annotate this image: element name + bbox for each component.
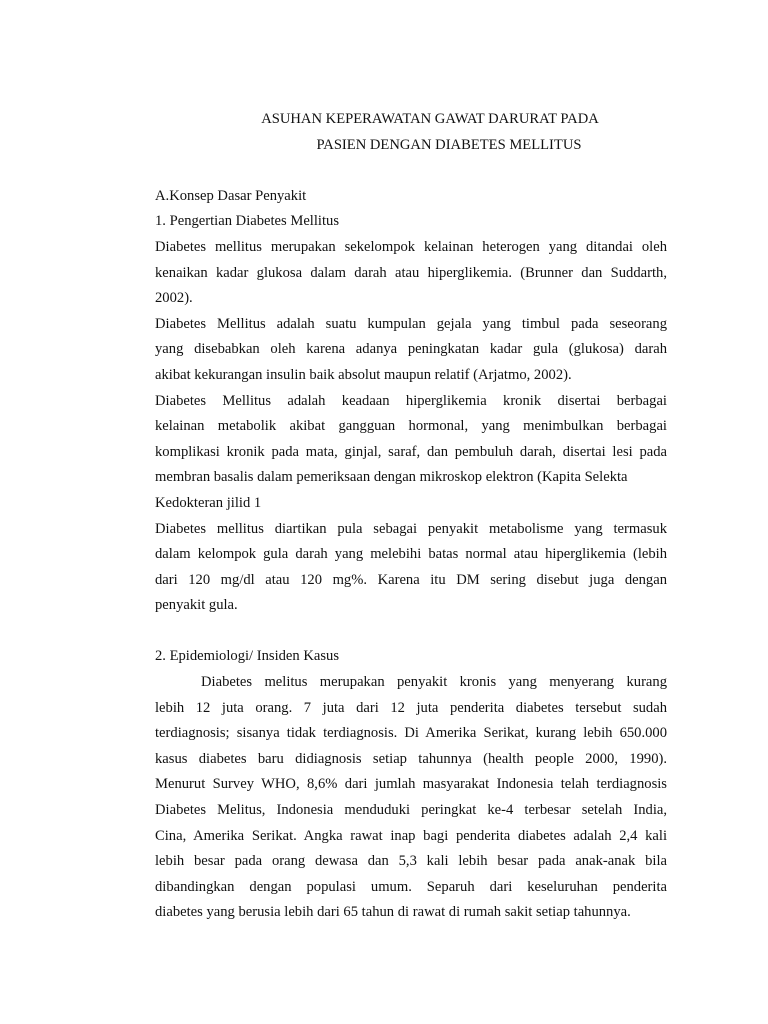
paragraph-line: komplikasi kronik pada mata, ginjal, saraf, dan pembuluh darah, disertai lesi pada (155, 443, 667, 460)
section-heading: A.Konsep Dasar Penyakit (155, 187, 307, 204)
paragraph-line: diabetes yang berusia lebih dari 65 tahun di rawat di rumah sakit setiap tahunnya. (155, 904, 631, 921)
paragraph-line: akibat kekurangan insulin baik absolut maupun relatif (Arjatmo, 2002). (155, 366, 572, 383)
paragraph-line: Diabetes mellitus diartikan pula sebagai penyakit metabolisme yang termasuk (155, 520, 667, 537)
paragraph-line: kenaikan kadar glukosa dalam darah atau hiperglikemia. (Brunner dan Suddarth, (155, 264, 667, 281)
paragraph-line: penyakit gula. (155, 597, 238, 614)
paragraph-line: Menurut Survey WHO, 8,6% dari jumlah masyarakat Indonesia telah terdiagnosis (155, 776, 667, 793)
paragraph-line: Diabetes Mellitus adalah keadaan hiperglikemia kronik disertai berbagai (155, 392, 667, 409)
subsection-heading-pengertian: 1. Pengertian Diabetes Mellitus (155, 213, 340, 230)
paragraph-line: dalam kelompok gula darah yang melebihi batas normal atau hiperglikemia (lebih (155, 546, 667, 563)
paragraph-line: dari 120 mg/dl atau 120 mg%. Karena itu DM sering disebut juga dengan (155, 571, 667, 588)
paragraph-line: yang disebabkan oleh karena adanya peningkatan kadar gula (glukosa) darah (155, 341, 667, 358)
paragraph-line: dibandingkan dengan populasi umum. Separuh dari keseluruhan penderita (155, 878, 667, 895)
paragraph-line: terdiagnosis; sisanya tidak terdiagnosis. Di Amerika Serikat, kurang lebih 650.000 (155, 725, 667, 742)
spacer (155, 619, 667, 645)
document-title-line-1: ASUHAN KEPERAWATAN GAWAT DARURAT PADA (261, 111, 599, 127)
paragraph-line: kelainan metabolik akibat gangguan hormonal, yang menimbulkan berbagai (155, 418, 667, 435)
paragraph-line: Diabetes mellitus merupakan sekelompok kelainan heterogen yang ditandai oleh (155, 238, 667, 255)
paragraph-line: Diabetes Mellitus adalah suatu kumpulan gejala yang timbul pada seseorang (155, 315, 667, 332)
paragraph-line: membran basalis dalam pemeriksaan dengan mikroskop elektron (Kapita Selekta (155, 469, 628, 486)
paragraph-line: kasus diabetes baru didiagnosis setiap tahunnya (health people 2000, 1990). (155, 750, 667, 767)
paragraph-line: Diabetes Melitus, Indonesia menduduki peringkat ke-4 terbesar setelah India, (155, 802, 667, 819)
paragraph-line: 2002). (155, 290, 193, 307)
paragraph-line: lebih besar pada orang dewasa dan 5,3 kali lebih besar pada anak-anak bila (155, 853, 667, 870)
paragraph-line: Cina, Amerika Serikat. Angka rawat inap bagi penderita diabetes adalah 2,4 kali (155, 827, 667, 844)
paragraph-line: lebih 12 juta orang. 7 juta dari 12 juta penderita diabetes tersebut sudah (155, 699, 667, 716)
paragraph-line: Diabetes melitus merupakan penyakit kronis yang menyerang kurang (201, 674, 667, 691)
spacer (155, 158, 667, 184)
document-body (155, 107, 667, 926)
subsection-heading-epidemiologi: 2. Epidemiologi/ Insiden Kasus (155, 648, 340, 665)
paragraph-line: Kedokteran jilid 1 (155, 494, 262, 511)
document-title-line-2: PASIEN DENGAN DIABETES MELLITUS (316, 136, 582, 153)
